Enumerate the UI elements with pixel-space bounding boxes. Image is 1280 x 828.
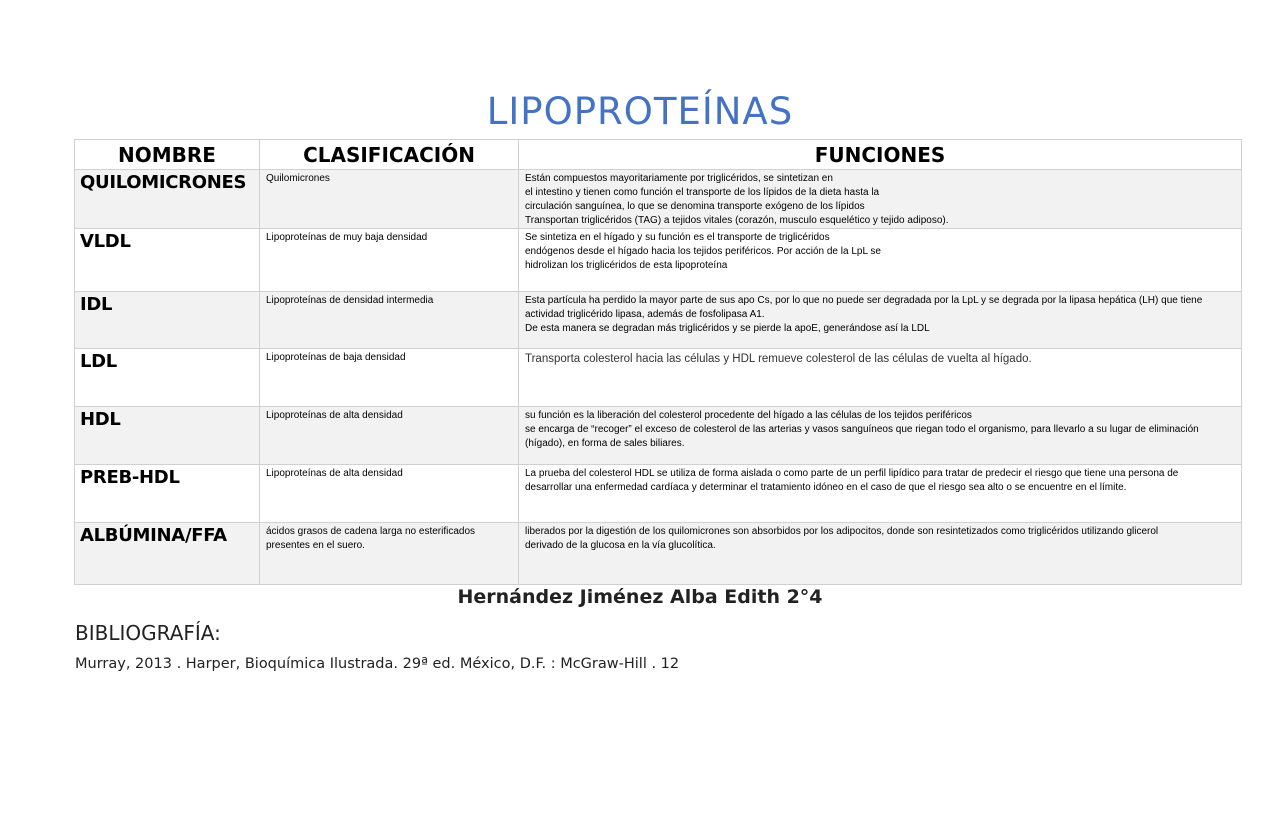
- table-row: [75, 407, 1242, 465]
- table-row: [75, 349, 1242, 407]
- function-line: actividad triglicérido lipasa, además de fosfolipasa A1.: [525, 309, 765, 320]
- row-name: LDL: [75, 349, 260, 407]
- row-classification: Lipoproteínas de alta densidad: [260, 465, 519, 523]
- page-title: LIPOPROTEÍNAS: [486, 90, 794, 133]
- function-line: circulación sanguínea, lo que se denomina transporte exógeno de los lípidos: [525, 201, 865, 212]
- lipoprotein-table: [74, 139, 1242, 585]
- row-functions: [519, 523, 1242, 585]
- row-classification: Lipoproteínas de alta densidad: [260, 407, 519, 465]
- row-functions: [519, 349, 1242, 407]
- header-name: NOMBRE: [75, 140, 260, 170]
- row-classification: ácidos grasos de cadena larga no esterificados presentes en el suero.: [260, 523, 519, 585]
- function-line: La prueba del colesterol HDL se utiliza de forma aislada o como parte de un perfil lipídico para tratar de predecir el riesgo que tiene una persona de: [525, 468, 1179, 479]
- function-line: Esta partícula ha perdido la mayor parte de sus apo Cs, por lo que no puede ser degradada por la LpL y se degrada por la lipasa hepática (LH) que tiene: [525, 295, 1203, 306]
- function-line: Transporta colesterol hacia las células y HDL remueve colesterol de las células de vuelta al hígado.: [525, 353, 1032, 365]
- header-classification: CLASIFICACIÓN: [260, 140, 519, 170]
- function-line: endógenos desde el hígado hacia los tejidos periféricos. Por acción de la LpL se: [525, 246, 881, 257]
- row-classification: Quilomicrones: [260, 170, 519, 229]
- row-name: IDL: [75, 292, 260, 349]
- row-name: VLDL: [75, 229, 260, 292]
- function-line: derivado de la glucosa en la vía glucolítica.: [525, 540, 716, 551]
- row-classification: Lipoproteínas de muy baja densidad: [260, 229, 519, 292]
- row-classification: Lipoproteínas de densidad intermedia: [260, 292, 519, 349]
- row-functions: [519, 229, 1242, 292]
- function-line: liberados por la digestión de los quilomicrones son absorbidos por los adipocitos, donde son resintetizados como triglicéridos utilizando glicerol: [525, 526, 1159, 537]
- table-row: [75, 170, 1242, 229]
- function-line: se encarga de “recoger” el exceso de colesterol de las arterias y vasos sanguíneos que riegan todo el organismo, para llevarlo a su lugar de eliminación: [525, 424, 1199, 435]
- function-line: hidrolizan los triglicéridos de esta lipoproteína: [525, 260, 728, 271]
- bibliography-heading: BIBLIOGRAFÍA:: [75, 621, 221, 645]
- header-functions: FUNCIONES: [519, 140, 1242, 170]
- row-functions: [519, 465, 1242, 523]
- row-functions: [519, 170, 1242, 229]
- function-line: desarrollar una enfermedad cardíaca y determinar el tratamiento idóneo en el caso de que el riesgo sea alto o se encuentre en el límite.: [525, 482, 1127, 493]
- function-line: De esta manera se degradan más triglicéridos y se pierde la apoE, generándose así la LDL: [525, 323, 930, 334]
- row-name: HDL: [75, 407, 260, 465]
- function-line: su función es la liberación del colesterol procedente del hígado a las células de los tejidos periféricos: [525, 410, 972, 421]
- row-classification: Lipoproteínas de baja densidad: [260, 349, 519, 407]
- table-row: [75, 465, 1242, 523]
- row-name: ALBÚMINA/FFA: [75, 523, 260, 585]
- author-line: Hernández Jiménez Alba Edith 2°4: [457, 586, 823, 608]
- function-line: Transportan triglicéridos (TAG) a tejidos vitales (corazón, musculo esquelético y tejido adiposo).: [525, 215, 949, 226]
- row-functions: [519, 407, 1242, 465]
- function-line: (hígado), en forma de sales biliares.: [525, 438, 685, 449]
- table-header-row: [75, 140, 1242, 170]
- table-row: [75, 229, 1242, 292]
- function-line: Están compuestos mayoritariamente por triglicéridos, se sintetizan en: [525, 173, 833, 184]
- function-line: Se sintetiza en el hígado y su función es el transporte de triglicéridos: [525, 232, 830, 243]
- bibliography-reference: Murray, 2013 . Harper, Bioquímica Ilustrada. 29ª ed. México, D.F. : McGraw-Hill . 12: [75, 656, 680, 672]
- function-line: el intestino y tienen como función el transporte de los lípidos de la dieta hasta la: [525, 187, 880, 198]
- table-row: [75, 523, 1242, 585]
- row-functions: [519, 292, 1242, 349]
- table-row: [75, 292, 1242, 349]
- row-name: PREB-HDL: [75, 465, 260, 523]
- row-name: QUILOMICRONES: [75, 170, 260, 229]
